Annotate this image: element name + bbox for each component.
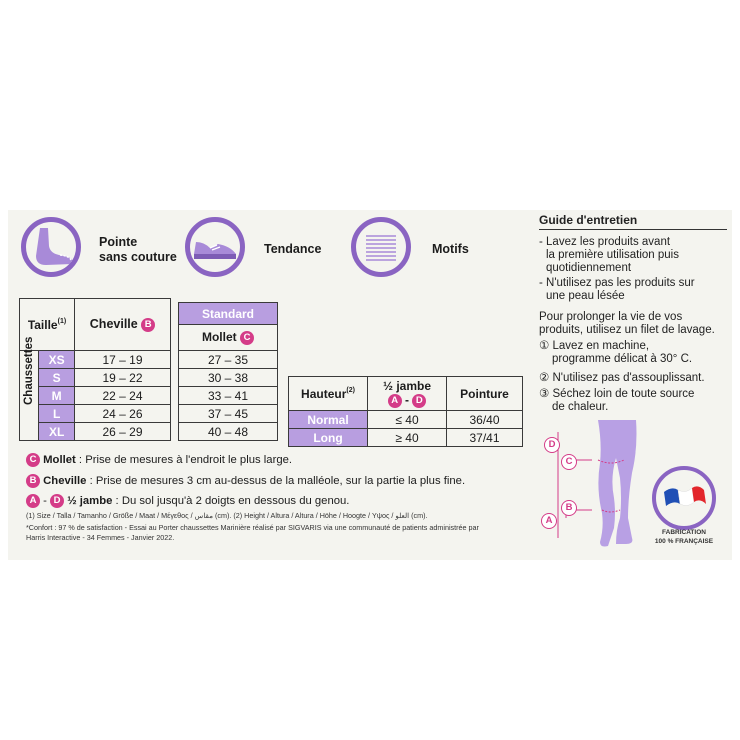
feature-motifs-label: Motifs [432, 242, 469, 256]
product-info-panel [8, 210, 732, 560]
legend-cheville: B Cheville : Prise de mesures 3 cm au-dessus de la malléole, sur la partie la plus fine. [26, 474, 465, 488]
fabrication-label: FABRICATION 100 % FRANÇAISE [654, 529, 714, 545]
mollet-value: 37 – 45 [179, 405, 278, 423]
pointure-value: 36/40 [447, 411, 523, 429]
care-step-3: ③ Séchez loin de toute source de chaleur. [539, 388, 695, 413]
diagram-point-c: C [561, 453, 577, 471]
size-cell: S [39, 369, 75, 387]
mollet-value: 30 – 38 [179, 369, 278, 387]
mollet-value: 27 – 35 [179, 351, 278, 369]
height-table [288, 376, 523, 447]
mollet-value: 40 – 48 [179, 423, 278, 441]
size-table [19, 298, 171, 441]
pointure-value: 37/41 [447, 429, 523, 447]
cheville-value: 17 – 19 [75, 351, 171, 369]
footnote-sizes: (1) Size / Talla / Tamanho / Größe / Maat / Μέγεθος / مقاس (cm). (2) Height / Altura / Altura / Höhe / Hoogte / Υψος / العلو (cm). [26, 511, 428, 520]
demi-jambe-value: ≤ 40 [368, 411, 447, 429]
pointure-header: Pointure [447, 377, 523, 411]
care-guide-title: Guide d'entretien [539, 213, 638, 227]
french-flag-icon [652, 466, 716, 530]
chaussettes-category-cell: Chaussettes [20, 351, 39, 441]
cheville-value: 26 – 29 [75, 423, 171, 441]
size-cell: L [39, 405, 75, 423]
mollet-header: Mollet C [179, 325, 278, 351]
mollet-table [178, 302, 278, 441]
care-guide-divider [539, 229, 727, 230]
footnote-confort: *Confort : 97 % de satisfaction - Essai au Porter chaussettes Marinière réalisé par SIGVARIS via une communauté de patients administrée par Harris Interactive - 34 Femmes - Janvier 2022. [26, 523, 479, 542]
cheville-value: 19 – 22 [75, 369, 171, 387]
care-bullet-2: - N'utilisez pas les produits sur une peau lésée [539, 277, 695, 302]
demi-jambe-header: ½ jambe A - D [368, 377, 447, 411]
height-name-cell: Long [289, 429, 368, 447]
feature-tendance-label: Tendance [264, 242, 322, 256]
care-intro: Pour prolonger la vie de vos produits, utilisez un filet de lavage. [539, 311, 715, 336]
hauteur-header: Hauteur$^{(2)}$ [289, 377, 368, 411]
care-bullet-1: - Lavez les produits avant la première utilisation puis quotidiennement [539, 236, 679, 274]
legend-mollet: C Mollet : Prise de mesures à l'endroit le plus large. [26, 453, 292, 467]
standard-header: Standard [179, 303, 278, 325]
demi-jambe-value: ≥ 40 [368, 429, 447, 447]
seamless-toe-foot-icon [21, 217, 81, 277]
cheville-value: 24 – 26 [75, 405, 171, 423]
feature-seamless-label: Pointe sans couture [99, 235, 177, 264]
cheville-value: 22 – 24 [75, 387, 171, 405]
size-cell: XL [39, 423, 75, 441]
taille-header: Taille$^{(1)}$ [20, 299, 75, 351]
diagram-point-a: A [541, 512, 557, 530]
care-step-2: ② N'utilisez pas d'assouplissant. [539, 372, 705, 384]
size-cell: XS [39, 351, 75, 369]
height-name-cell: Normal [289, 411, 368, 429]
care-step-1: ① Lavez en machine, programme délicat à 30° C. [539, 340, 693, 365]
mollet-value: 33 – 41 [179, 387, 278, 405]
cheville-header: Cheville B [75, 299, 171, 351]
sneaker-icon [185, 217, 245, 277]
diagram-point-d: D [544, 436, 560, 454]
diagram-point-b: B [561, 499, 577, 517]
legend-demi-jambe: A - D ½ jambe : Du sol jusqu'à 2 doigts en dessous du genou. [26, 494, 349, 508]
size-cell: M [39, 387, 75, 405]
stripes-pattern-icon [351, 217, 411, 277]
